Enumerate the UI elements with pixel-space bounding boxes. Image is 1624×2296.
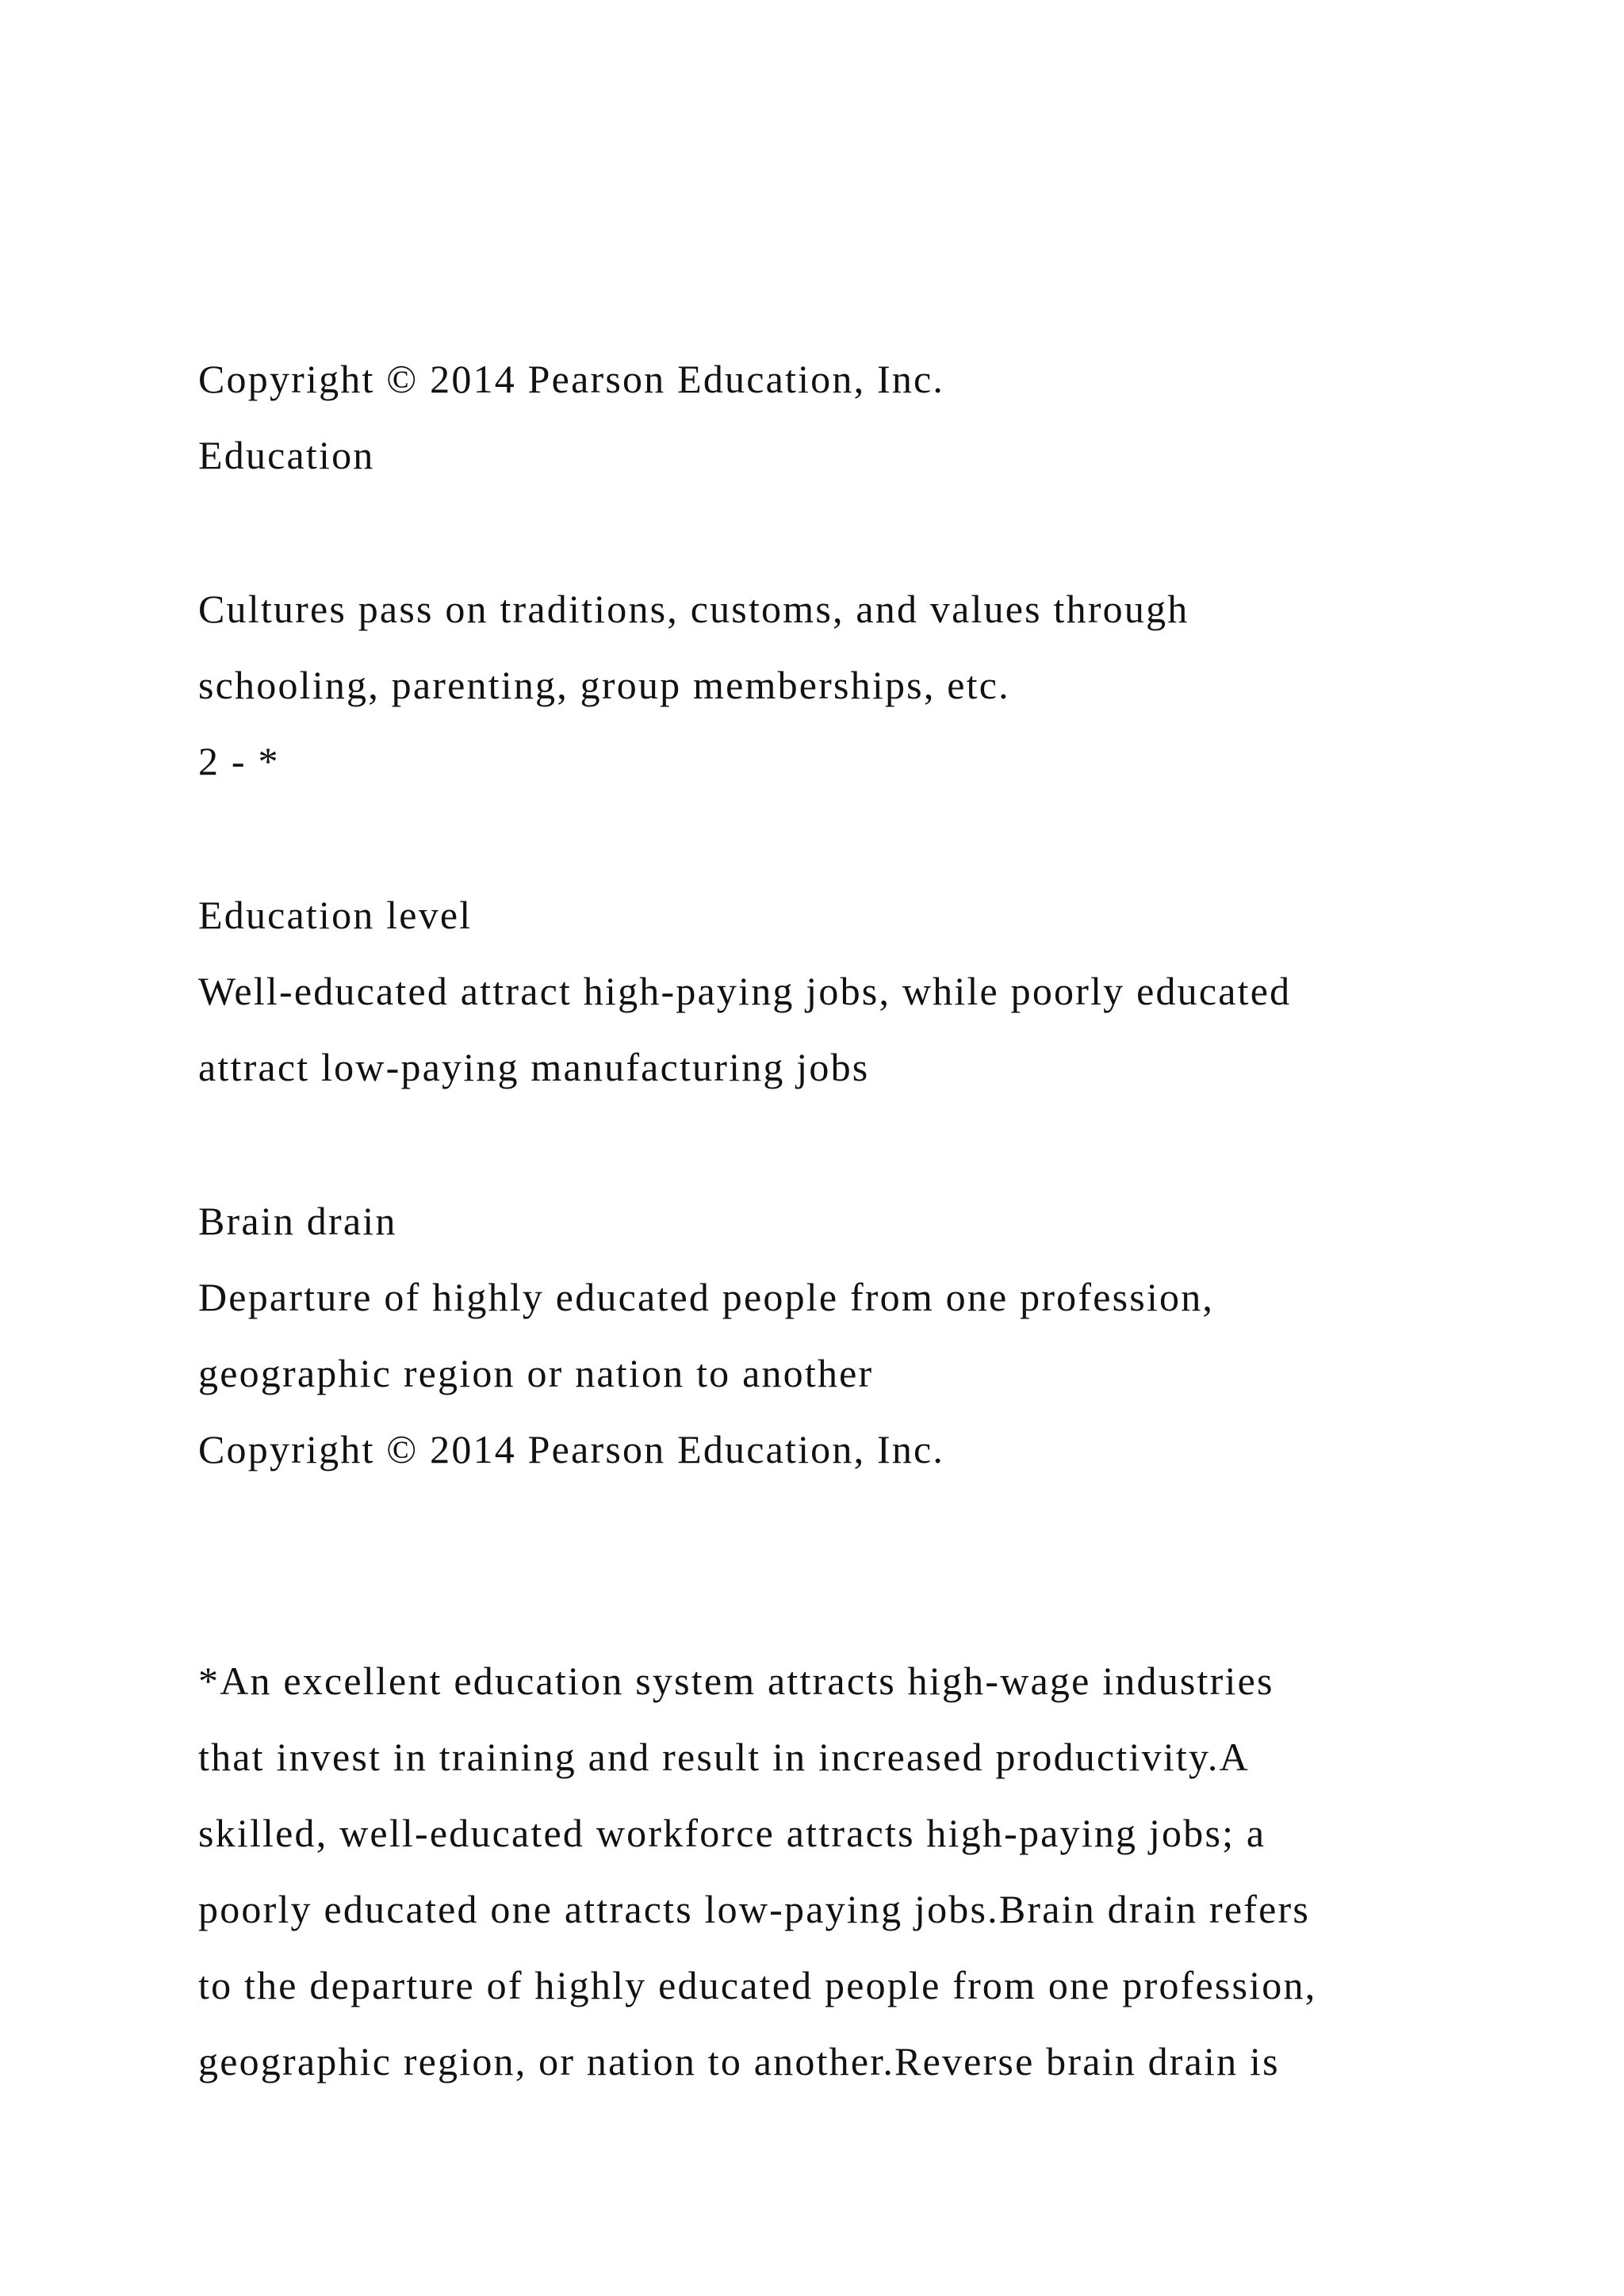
notes-line: that invest in training and result in increased productivity.A <box>198 1735 1250 1779</box>
section-heading: Brain drain <box>198 1199 397 1243</box>
body-line: Well-educated attract high-paying jobs, while poorly educated <box>198 969 1292 1013</box>
notes-line: geographic region, or nation to another.Reverse brain drain is <box>198 2039 1280 2084</box>
body-line: geographic region or nation to another <box>198 1351 874 1395</box>
notes-line: poorly educated one attracts low-paying jobs.Brain drain refers <box>198 1887 1311 1931</box>
body-line: Cultures pass on traditions, customs, and values through <box>198 587 1189 631</box>
notes-line: to the departure of highly educated people from one profession, <box>198 1963 1317 2007</box>
notes-line: skilled, well-educated workforce attracts high-paying jobs; a <box>198 1811 1266 1855</box>
copyright-line: Copyright © 2014 Pearson Education, Inc. <box>198 1427 945 1471</box>
slide-title: Education <box>198 433 375 477</box>
notes-line: *An excellent education system attracts high-wage industries <box>198 1659 1274 1703</box>
slide-number: 2 - * <box>198 739 280 783</box>
body-line: schooling, parenting, group memberships, etc. <box>198 663 1010 707</box>
body-line: Departure of highly educated people from one profession, <box>198 1275 1215 1319</box>
copyright-line: Copyright © 2014 Pearson Education, Inc. <box>198 357 945 401</box>
body-line: attract low-paying manufacturing jobs <box>198 1045 870 1089</box>
section-heading: Education level <box>198 893 473 937</box>
